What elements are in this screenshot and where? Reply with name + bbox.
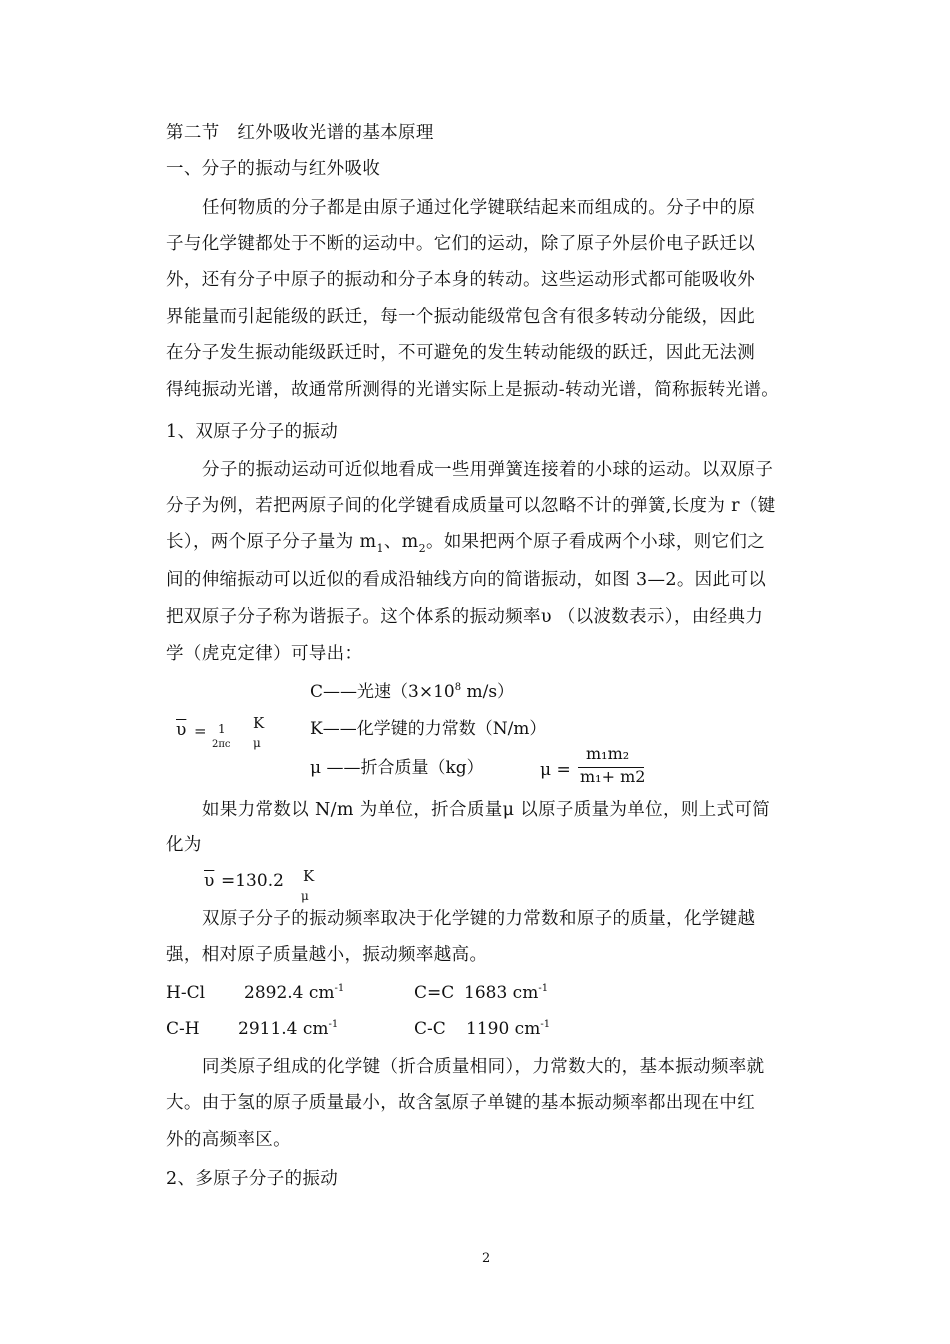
coefficient-denominator: 2πc (212, 739, 231, 750)
paragraph-line: 任何物质的分子都是由原子通过化学键联结起来而组成的。分子中的原 (202, 198, 756, 218)
paragraph-line: 间的伸缩振动可以近似的看成沿轴线方向的简谐振动，如图 3—2。因此可以 (166, 570, 767, 590)
bond-frequency (464, 983, 548, 1006)
heading-polyatomic: 2、多原子分子的振动 (166, 1169, 339, 1189)
heading-diatomic: 1、双原子分子的振动 (166, 422, 339, 442)
section-title: 第二节 红外吸收光谱的基本原理 (166, 123, 434, 143)
text-run: 1190 cm (466, 1019, 541, 1039)
superscript: -1 (540, 1019, 551, 1030)
text-run: 长），两个原子分子量为 m (166, 532, 377, 552)
paragraph-line: 强，相对原子质量越小，振动频率越高。 (166, 945, 488, 965)
paragraph-line: 如果力常数以 N/m 为单位，折合质量μ 以原子质量为单位，则上式可简 (202, 800, 771, 820)
coefficient-numerator: 1 (218, 722, 226, 736)
text-run: C——光速（3×10 (310, 682, 455, 702)
subsection-heading: 一、分子的振动与红外吸收 (166, 159, 381, 179)
text-run: 。如果把两个原子看成两个小球，则它们之 (425, 532, 766, 552)
paragraph-line: 得纯振动光谱，故通常所测得的光谱实际上是振动-转动光谱，简称振转光谱。 (166, 380, 780, 400)
root-numerator: K (253, 714, 265, 732)
text-run: 2892.4 cm (244, 983, 335, 1003)
subscript: 2 (418, 542, 426, 555)
definition-c (310, 682, 514, 705)
mu-denominator: m₁+ m2 (580, 767, 646, 786)
paragraph-line: 大。由于氢的原子质量最小，故含氢原子单键的基本振动频率都出现在中红 (166, 1093, 756, 1113)
paragraph-line: 双原子分子的振动频率取决于化学键的力常数和原子的质量，化学键越 (202, 909, 756, 929)
paragraph-line: 化为 (166, 835, 202, 855)
mu-lhs: μ = (540, 760, 571, 780)
mu-numerator: m₁m₂ (586, 744, 630, 763)
bond-label: C-C (414, 1019, 446, 1039)
text-run: m/s） (461, 682, 515, 702)
page-number: 2 (482, 1251, 491, 1266)
superscript: 8 (454, 682, 462, 693)
text-run: 1683 cm (464, 983, 539, 1003)
paragraph-line: 界能量而引起能级的跃迁，每一个振动能级常包含有很多转动分能级，因此 (166, 307, 756, 327)
bond-frequency (238, 1019, 338, 1042)
root-denominator: μ (253, 736, 261, 750)
bond-label: C-H (166, 1019, 200, 1039)
paragraph-line: 学（虎克定律）可导出： (166, 644, 363, 664)
bond-frequency (244, 983, 344, 1006)
root-denominator: μ (301, 889, 309, 903)
paragraph-line: 外，还有分子中原子的振动和分子本身的转动。这些运动形式都可能吸收外 (166, 270, 756, 290)
bond-label: C=C (414, 983, 455, 1003)
superscript: -1 (538, 983, 549, 994)
paragraph-line: 分子为例，若把两原子间的化学键看成质量可以忽略不计的弹簧,长度为 r（键 (166, 496, 776, 516)
superscript: -1 (334, 983, 345, 994)
paragraph-line (166, 531, 765, 555)
paragraph-line: 把双原子分子称为谐振子。这个体系的振动频率υ （以波数表示），由经典力 (166, 607, 764, 627)
coefficient: =130.2 (221, 871, 284, 891)
equals-sign: = (194, 722, 207, 740)
nu-symbol: $\overline{\upsilon}$ (204, 871, 215, 891)
subscript: 1 (376, 542, 384, 555)
text-run: 、m (383, 532, 419, 552)
paragraph-line: 外的高频率区。 (166, 1130, 291, 1150)
bond-frequency (466, 1019, 550, 1042)
text-run: 2911.4 cm (238, 1019, 329, 1039)
paragraph-line: 同类原子组成的化学键（折合质量相同），力常数大的，基本振动频率就 (202, 1057, 765, 1077)
paragraph-line: 分子的振动运动可近似地看成一些用弹簧连接着的小球的运动。以双原子 (202, 460, 774, 480)
bond-label: H-Cl (166, 983, 206, 1003)
definition-k: K——化学键的力常数（N/m） (310, 719, 547, 739)
paragraph-line: 子与化学键都处于不断的运动中。它们的运动，除了原子外层价电子跃迁以 (166, 234, 756, 254)
superscript: -1 (328, 1019, 339, 1030)
root-numerator: K (303, 867, 315, 885)
definition-mu: μ ——折合质量（kg） (310, 758, 484, 778)
paragraph-line: 在分子发生振动能级跃迁时，不可避免的发生转动能级的跃迁，因此无法测 (166, 343, 756, 363)
nu-symbol: $\overline{\upsilon}$ (176, 720, 187, 740)
